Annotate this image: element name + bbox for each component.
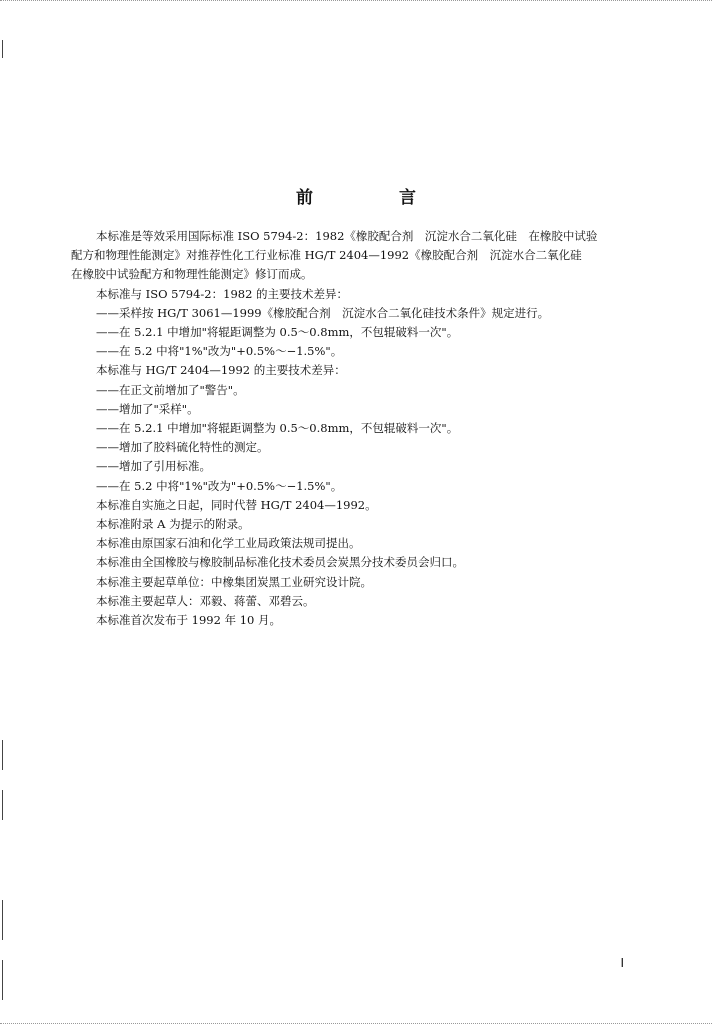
scan-mark bbox=[2, 900, 3, 940]
scan-mark bbox=[2, 40, 3, 58]
page-number: I bbox=[620, 956, 624, 970]
text-line: 本标准由全国橡胶与橡胶制品标准化技术委员会炭黑分技术委员会归口。 bbox=[96, 555, 464, 570]
text-line: ——在 5.2 中将"1%"改为"+0.5%～−1.5%"。 bbox=[96, 478, 343, 493]
text-line: 本标准由原国家石油和化学工业局政策法规司提出。 bbox=[96, 536, 361, 551]
page-title: 前 言 bbox=[296, 188, 456, 208]
scan-edge-marks bbox=[2, 0, 4, 1024]
text-line: 本标准与 ISO 5794-2：1982 的主要技术差异： bbox=[96, 286, 349, 301]
text-line: 本标准首次发布于 1992 年 10 月。 bbox=[96, 613, 282, 628]
text-line: 在橡胶中试验配方和物理性能测定》修订而成。 bbox=[71, 267, 313, 282]
text-line: ——在 5.2.1 中增加"将辊距调整为 0.5～0.8mm，不包辊破料一次"。 bbox=[96, 325, 459, 340]
text-line: 本标准主要起草人：邓毅、蒋蕾、邓碧云。 bbox=[96, 593, 315, 608]
scan-mark bbox=[2, 740, 3, 770]
text-line: ——增加了"采样"。 bbox=[96, 401, 199, 416]
text-line: ——在 5.2.1 中增加"将辊距调整为 0.5～0.8mm，不包辊破料一次"。 bbox=[96, 421, 459, 436]
scan-top-edge bbox=[0, 0, 712, 4]
foreword-body bbox=[71, 227, 636, 630]
text-line: ——在 5.2 中将"1%"改为"+0.5%～−1.5%"。 bbox=[96, 344, 343, 359]
scan-bottom-edge bbox=[0, 1020, 712, 1024]
scan-mark bbox=[2, 790, 3, 820]
text-line: ——采样按 HG/T 3061—1999《橡胶配合剂 沉淀水合二氧化硅技术条件》规定进行。 bbox=[96, 305, 550, 320]
text-line: 本标准自实施之日起，同时代替 HG/T 2404—1992。 bbox=[96, 497, 377, 512]
scan-mark bbox=[2, 960, 3, 1000]
text-line: ——在正文前增加了"警告"。 bbox=[96, 382, 245, 397]
text-line: ——增加了引用标准。 bbox=[96, 459, 211, 474]
text-line: 本标准是等效采用国际标准 ISO 5794-2：1982《橡胶配合剂 沉淀水合二氧化硅 在橡胶中试验 bbox=[96, 229, 598, 243]
text-line: 本标准主要起草单位：中橡集团炭黑工业研究设计院。 bbox=[96, 574, 372, 589]
text-line: 本标准与 HG/T 2404—1992 的主要技术差异： bbox=[96, 363, 346, 378]
text-line: ——增加了胶料硫化特性的测定。 bbox=[96, 440, 269, 455]
text-line: 本标准附录 A 为提示的附录。 bbox=[96, 517, 250, 532]
text-line: 配方和物理性能测定》对推荐性化工行业标准 HG/T 2404—1992《橡胶配合剂 沉淀水合二氧化硅 bbox=[71, 248, 582, 263]
